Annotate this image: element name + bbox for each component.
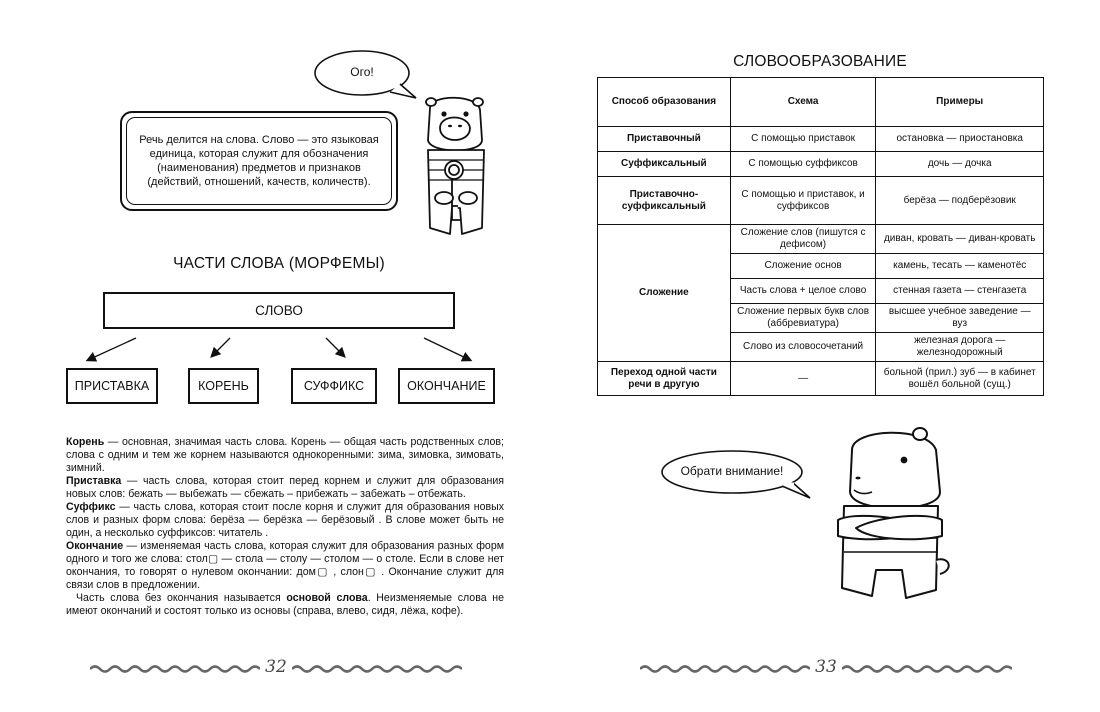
paragraph-prefix: Приставка — часть слова, которая стоит перед корнем и служит для образования новых слов: бежать — выбежать — сбежать – прибежать – забежать – отбежать. [66,475,504,500]
paragraph-stem: Часть слова без окончания называется основой слова. Неизменяемые слова не имеют окончаний и состоят только из основы (справа, влево, сидя, лёжа, кофе). [66,592,504,617]
term-ending: Окончание [66,540,124,552]
morpheme-ending-box: ОКОНЧАНИЕ [398,368,495,404]
term-prefix: Приставка [66,475,122,487]
speech-definition-text: Речь делится на слова. Слово — это языковая единица, которая служит для обозначения (наименования) предметов и признаков (действий, отношений, качеств, количеств). [126,117,392,205]
word-formation-title: СЛОВООБРАЗОВАНИЕ [733,53,907,70]
paragraph-ending: Окончание — изменяемая часть слова, которая служит для образования разных форм одного и того же слова: стол▢ — стола — столу — столом — о столе. Если в слове нет окончания, то говорят о нулевом окончании: дом▢ , слон▢ . Окончание служит для связи слов в предложении. [66,540,504,591]
morpheme-suffix-box: СУФФИКС [291,368,377,404]
word-formation-table [597,77,1044,396]
morphemes-title: ЧАСТИ СЛОВА (МОРФЕМЫ) [173,255,385,272]
page-32-left-wave [90,664,260,674]
speech-bubble-attention-text: Обрати внимание! [680,464,784,478]
header-examples: Примеры [876,78,1044,127]
speech-bubble-ogo-text: Ого! [350,65,374,79]
morpheme-root-box: КОРЕНЬ [188,368,259,404]
header-method: Способ образования [598,78,731,127]
term-stem: основой слова [286,592,368,604]
page-33-left-wave [640,664,810,674]
paragraph-root: Корень — основная, значимая часть слова. Корень — общая часть родственных слов; слова с одним и тем же корнем называются однокоренными: зима, зимовка, зимовать, зимний. [66,436,504,474]
header-scheme: Схема [730,78,876,127]
table-row: Переход одной части речи в другую — больной (прил.) зуб — в кабинет вошёл больной (сущ.) [598,362,1044,396]
term-suffix: Суффикс [66,501,116,513]
page-number-32: 32 [265,657,287,677]
morpheme-prefix-box: ПРИСТАВКА [66,368,158,404]
table-header-row [598,78,1044,127]
term-root: Корень [66,436,105,448]
table-row: Слово из словосочетаний железная дорога — железнодорожный [598,333,1044,362]
capybara-with-key-illustration [416,88,496,240]
table-row: Сложение Сложение слов (пишутся с дефисом) диван, кровать — диван-кровать [598,225,1044,254]
capybara-arms-crossed-illustration [832,420,952,620]
page-number-33: 33 [815,657,837,677]
table-row: Приставочный С помощью приставок остановка — приостановка [598,127,1044,152]
table-row: Суффиксальный С помощью суффиксов дочь — дочка [598,152,1044,177]
table-row: Сложение основ камень, тесать — каменотёс [598,254,1044,279]
table-row: Часть слова + целое слово стенная газета — стенгазета [598,279,1044,304]
table-row: Сложение первых букв слов (аббревиатура) высшее учебное заведение — вуз [598,304,1044,333]
word-root-box: СЛОВО [103,292,455,329]
speech-definition-box [120,111,398,211]
page-32-right-wave [292,664,462,674]
page-33-right-wave [842,664,1012,674]
morpheme-arrows [80,330,480,370]
table-row: Приставочно-суффиксальный С помощью и приставок, и суффиксов берёза — подберёзовик [598,177,1044,225]
morpheme-explanation-text [66,436,504,618]
paragraph-suffix: Суффикс — часть слова, которая стоит после корня и служит для образования новых слов и разных форм слова: берёза — берёзка — берёзовый . В слове может быть не один, а несколько суффиксов: читатель . [66,501,504,539]
